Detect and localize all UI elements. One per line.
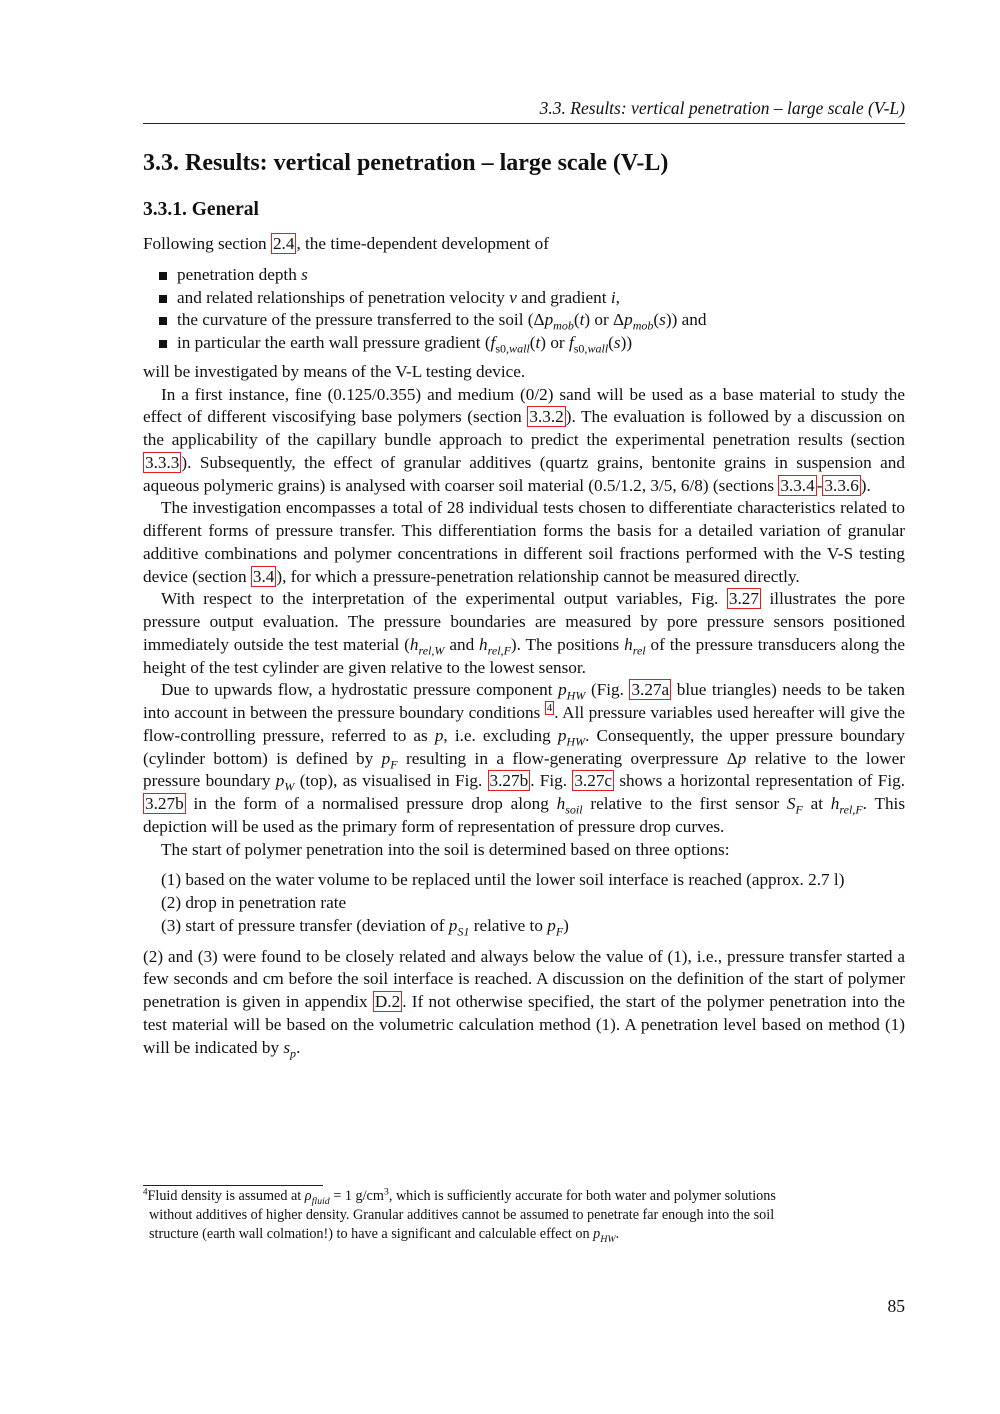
ref-section-2-4[interactable]: 2.4 <box>272 234 295 253</box>
subsection-title: 3.3.1. General <box>143 199 259 220</box>
section-title: 3.3. Results: vertical penetration – large scale (V-L) <box>143 150 669 176</box>
bullet-list <box>143 264 905 355</box>
ref-figure-3-27c[interactable]: 3.27c <box>574 771 613 791</box>
ref-appendix-d-2[interactable]: D.2 <box>374 992 401 1011</box>
page-number: 85 <box>887 1296 905 1316</box>
footnote: $^4$Fluid density is assumed at $\rho_{fluid} = 1$ $g/cm^3$, which is sufficiently accurate for both water and polymer solutions without additives of higher density. Granular additives cannot be assumed to penetrate far enough into the soil structure (earth wall colmation!) to have a significant and calculable effect on $p_{HW}$. <box>143 1186 776 1245</box>
ref-figure-3-27[interactable]: 3.27 <box>728 589 759 609</box>
ref-figure-3-27a[interactable]: 3.27a <box>631 680 670 700</box>
numbered-list <box>143 869 905 937</box>
running-head: 3.3. Results: vertical penetration – large scale (V-L) <box>143 98 905 124</box>
list-item: and related relationships of penetration velocity v and gradient i, <box>159 287 905 310</box>
list-item: (3) start of pressure transfer (deviation of $p_{S1}$ relative to $p_F$) <box>161 915 569 939</box>
ref-section-3-3-2[interactable]: 3.3.2 <box>529 407 564 427</box>
footnote-marker[interactable]: 4 <box>546 702 553 715</box>
paragraph: The investigation encompasses a total of 28 individual tests chosen to differentiate characteristics related to different forms of pressure transfer. This differentiation forms the basis for a detailed variation of granular additive combinations and polymer concentrations in different soil fractions performed with the V-S testing device (section 3.4 ), for which a pressure-penetration relationship cannot be measured directly. <box>143 498 905 586</box>
paragraph: The start of polymer penetration into the soil is determined based on three options: <box>161 839 730 859</box>
body-text <box>143 233 905 1059</box>
ref-section-3-3-4[interactable]: 3.3.4 <box>780 475 815 495</box>
ref-section-3-3-3[interactable]: 3.3.3 <box>145 452 180 472</box>
paragraph: will be investigated by means of the V-L testing device. <box>143 361 526 381</box>
list-item: the curvature of the pressure transferred to the soil ($\Delta p_{mob}(t)$ or $\Delta p_{mob}(s)$) and <box>159 309 905 332</box>
list-item: (2) drop in penetration rate <box>161 893 347 912</box>
list-item: (1) based on the water volume to be replaced until the lower soil interface is reached (approx. 2.7 l) <box>161 870 845 890</box>
ref-figure-3-27b[interactable]: 3.27b <box>489 771 529 791</box>
ref-section-3-3-6[interactable]: 3.3.6 <box>824 475 859 495</box>
ref-section-3-4[interactable]: 3.4 <box>252 566 275 586</box>
ref-figure-3-27b-second[interactable]: 3.27b <box>145 794 184 813</box>
paragraph: (2) and (3) were found to be closely related and always below the value of (1), i.e., pressure transfer started a few seconds and cm before the soil interface is reached. A discussion on the definition of the start of polymer penetration is given in appendix D.2 . If not otherwise specified, the start of the polymer penetration into the test material will be based on the volumetric calculation method (1). A penetration level based on method (1) will be indicated by $s_p$. <box>143 946 905 1060</box>
list-item: penetration depth s <box>159 264 905 287</box>
paragraph: With respect to the interpretation of the experimental output variables, Fig. 3.27 illustrates the pore pressure output evaluation. The pressure boundaries are measured by pore pressure sensors positioned immediately outside the test material ($h_{rel,W}$ and $h_{rel,F}$). The positions $h_{rel}$ of the pressure transducers along the height of the test cylinder are given relative to the lowest sensor. <box>143 589 905 677</box>
paragraph: Due to upwards flow, a hydrostatic pressure component $p_{HW}$ (Fig. 3.27a blue triangles) needs to be taken into account in between the pressure boundary conditions $^4$ . All pressure variables used hereafter will give the flow-controlling pressure, referred to as p, i.e. excluding $p_{HW}$. Consequently, the upper pressure boundary (cylinder bottom) is defined by $p_F$ resulting in a flow-generating overpressure Δp relative to the lower pressure boundary $p_W$ (top), as visualised in Fig. 3.27b . Fig. 3.27c shows a horizontal representation of Fig. 3.27b in the form of a normalised pressure drop along $h_{soil}$ relative to the first sensor $S_F$ at $h_{rel,F}$. This depiction will be used as the primary form of representation of pressure drop curves. <box>143 680 906 836</box>
footnote-number: 4 <box>143 1186 148 1197</box>
footnote-rule <box>143 1185 323 1186</box>
paragraph: In a first instance, fine (0.125/0.355) and medium (0/2) sand will be used as a base material to study the effect of different viscosifying base polymers (section 3.3.2 ). The evaluation is followed by a discussion on the applicability of the capillary bundle approach to predict the experimental penetration results (section 3.3.3 ). Subsequently, the effect of granular additives (quartz grains, bentonite grains in suspension and aqueous polymeric grains) is analysed with coarser soil material (0.5/1.2, 3/5, 6/8) (sections 3.3.4 - 3.3.6 ). <box>143 384 905 495</box>
list-item: in particular the earth wall pressure gradient ($f_{s0,wall}(t)$ or $f_{s0,wall}(s)$) <box>159 332 905 355</box>
paragraph-intro: Following section 2.4 , the time-dependent development of <box>143 234 549 253</box>
